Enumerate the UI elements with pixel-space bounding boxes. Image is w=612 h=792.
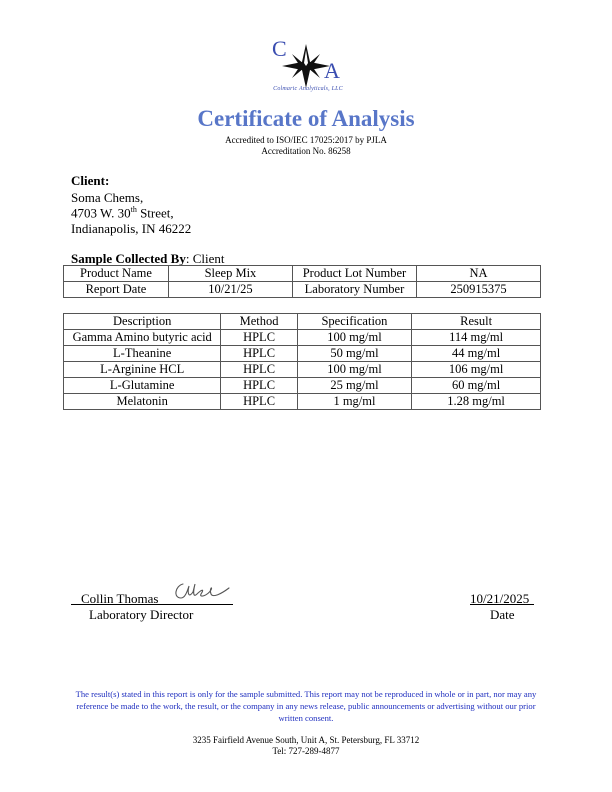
specification-cell: 25 mg/ml <box>297 378 411 394</box>
table-row <box>64 266 541 282</box>
method-cell: HPLC <box>221 378 297 394</box>
description-cell: Melatonin <box>64 394 221 410</box>
ordinal-suffix: th <box>130 205 137 214</box>
method-cell: HPLC <box>221 330 297 346</box>
table-row <box>64 362 541 378</box>
result-cell: 114 mg/ml <box>412 330 541 346</box>
disclaimer: The result(s) stated in this report is only for the sample submitted. This report may not be reproduced in whole or in part, nor may any reference be made to the work, the result, or the company in any news release, public announcements or advertising without our prior written consent. <box>75 689 537 723</box>
accreditation-number: Accreditation No. 86258 <box>261 146 351 156</box>
table-row <box>64 282 541 298</box>
column-header-method: Method <box>221 314 297 330</box>
lab-number-label: Laboratory Number <box>292 282 416 298</box>
page-title: Certificate of Analysis <box>197 106 415 131</box>
date-line <box>470 604 534 605</box>
compass-star-icon <box>282 44 330 88</box>
logo-letter-a: A <box>324 58 340 83</box>
column-header-specification: Specification <box>297 314 411 330</box>
result-cell: 60 mg/ml <box>412 378 541 394</box>
accreditation-line: Accredited to ISO/IEC 17025:2017 by PJLA <box>225 135 387 145</box>
results-table <box>63 313 541 410</box>
table-row <box>64 330 541 346</box>
signature-line <box>71 604 233 605</box>
street-name: Street, <box>136 205 174 221</box>
client-heading: Client: <box>71 173 110 188</box>
client-street-address <box>71 205 174 221</box>
method-cell: HPLC <box>221 346 297 362</box>
result-cell: 44 mg/ml <box>412 346 541 362</box>
company-phone: Tel: 727-289-4877 <box>272 746 340 756</box>
report-date-label: Report Date <box>64 282 169 298</box>
description-cell: L-Arginine HCL <box>64 362 221 378</box>
table-row <box>64 346 541 362</box>
logo-company-name: Colmaric Analyticals, LLC <box>273 86 343 92</box>
signatory-title: Laboratory Director <box>89 607 194 622</box>
client-name: Soma Chems, <box>71 190 144 205</box>
column-header-description: Description <box>64 314 221 330</box>
description-cell: L-Glutamine <box>64 378 221 394</box>
company-logo <box>258 36 358 96</box>
table-header-row <box>64 314 541 330</box>
signature-date: 10/21/2025 <box>470 591 530 606</box>
product-name-value: Sleep Mix <box>168 266 292 282</box>
sample-collected-value: : Client <box>185 251 225 266</box>
report-date-value: 10/21/25 <box>168 282 292 298</box>
signatory-name: Collin Thomas <box>81 591 159 606</box>
result-cell: 106 mg/ml <box>412 362 541 378</box>
description-cell: L-Theanine <box>64 346 221 362</box>
description-cell: Gamma Amino butyric acid <box>64 330 221 346</box>
method-cell: HPLC <box>221 394 297 410</box>
column-header-result: Result <box>412 314 541 330</box>
sample-collected-label: Sample Collected By <box>71 251 186 266</box>
specification-cell: 100 mg/ml <box>297 362 411 378</box>
method-cell: HPLC <box>221 362 297 378</box>
company-address: 3235 Fairfield Avenue South, Unit A, St. Petersburg, FL 33712 <box>192 735 420 745</box>
specification-cell: 1 mg/ml <box>297 394 411 410</box>
lab-number-value: 250915375 <box>416 282 540 298</box>
specification-cell: 100 mg/ml <box>297 330 411 346</box>
product-name-label: Product Name <box>64 266 169 282</box>
client-city: Indianapolis, IN 46222 <box>71 221 192 236</box>
lot-number-value: NA <box>416 266 540 282</box>
specification-cell: 50 mg/ml <box>297 346 411 362</box>
date-label: Date <box>490 607 515 622</box>
street-number: 4703 W. 30 <box>71 205 131 221</box>
logo-letter-c: C <box>272 36 287 61</box>
lot-number-label: Product Lot Number <box>292 266 416 282</box>
result-cell: 1.28 mg/ml <box>412 394 541 410</box>
table-row <box>64 394 541 410</box>
handwritten-signature <box>171 578 233 604</box>
table-row <box>64 378 541 394</box>
product-info-table <box>63 265 541 298</box>
